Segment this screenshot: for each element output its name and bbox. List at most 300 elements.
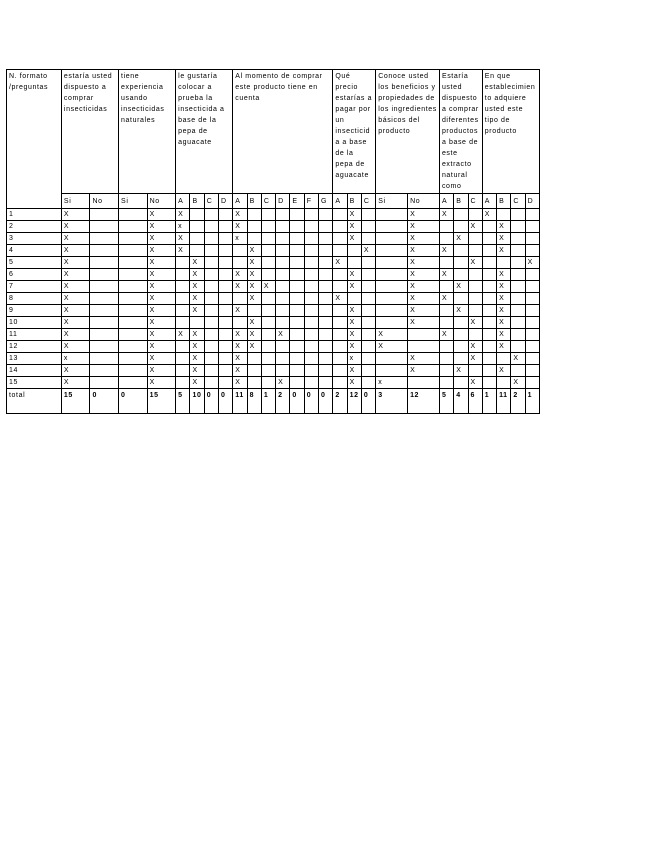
answer-cell: X xyxy=(468,377,482,389)
answer-cell xyxy=(482,377,496,389)
answer-cell: X xyxy=(454,281,468,293)
option-header: C xyxy=(261,194,275,209)
row-label: 15 xyxy=(7,377,62,389)
answer-cell: X xyxy=(147,365,176,377)
answer-cell xyxy=(90,221,119,233)
row-label: 7 xyxy=(7,281,62,293)
table-row xyxy=(7,305,540,317)
row-label: 1 xyxy=(7,209,62,221)
answer-cell xyxy=(318,317,332,329)
answer-cell xyxy=(525,221,539,233)
answer-cell: X xyxy=(333,257,347,269)
answer-cell xyxy=(304,329,318,341)
answer-cell xyxy=(261,305,275,317)
question-header: Estaría usted dispuesto a comprar diferentes productos a base de este extracto natural como xyxy=(439,70,482,194)
answer-cell: X xyxy=(468,257,482,269)
answer-cell xyxy=(482,281,496,293)
answer-cell: X xyxy=(61,305,90,317)
answer-cell xyxy=(347,245,361,257)
total-cell: 2 xyxy=(276,389,290,414)
total-cell: 2 xyxy=(511,389,525,414)
answer-cell xyxy=(347,257,361,269)
answer-cell xyxy=(276,281,290,293)
answer-cell xyxy=(219,209,233,221)
answer-cell xyxy=(290,281,304,293)
answer-cell xyxy=(176,293,190,305)
answer-cell: X xyxy=(147,281,176,293)
answer-cell xyxy=(511,257,525,269)
answer-cell: X xyxy=(147,233,176,245)
answer-cell xyxy=(247,233,261,245)
answer-cell xyxy=(276,269,290,281)
answer-cell xyxy=(333,305,347,317)
answer-cell: X xyxy=(247,257,261,269)
answer-cell: X xyxy=(408,317,440,329)
answer-cell: X xyxy=(61,377,90,389)
answer-cell xyxy=(333,377,347,389)
answer-cell xyxy=(219,353,233,365)
answer-cell xyxy=(525,245,539,257)
option-header-row xyxy=(7,194,540,209)
answer-cell xyxy=(204,305,218,317)
answer-cell xyxy=(482,233,496,245)
answer-cell xyxy=(318,245,332,257)
answer-cell: X xyxy=(454,365,468,377)
answer-cell: X xyxy=(233,209,247,221)
answer-cell xyxy=(304,245,318,257)
answer-cell xyxy=(290,269,304,281)
answer-cell: X xyxy=(497,269,511,281)
answer-cell xyxy=(376,293,408,305)
answer-cell xyxy=(333,269,347,281)
answer-cell: X xyxy=(233,281,247,293)
option-header: C xyxy=(361,194,375,209)
answer-cell xyxy=(290,341,304,353)
option-header: A xyxy=(333,194,347,209)
option-header: B xyxy=(190,194,204,209)
answer-cell xyxy=(318,221,332,233)
answer-cell xyxy=(119,221,148,233)
answer-cell xyxy=(525,377,539,389)
answer-cell xyxy=(318,365,332,377)
answer-cell xyxy=(290,377,304,389)
answer-cell: X xyxy=(190,305,204,317)
answer-cell: X xyxy=(247,329,261,341)
answer-cell xyxy=(119,317,148,329)
answer-cell xyxy=(304,221,318,233)
table-row xyxy=(7,221,540,233)
table-row xyxy=(7,281,540,293)
answer-cell xyxy=(261,317,275,329)
answer-cell xyxy=(511,245,525,257)
answer-cell xyxy=(497,209,511,221)
answer-cell xyxy=(204,317,218,329)
answer-cell xyxy=(376,233,408,245)
answer-cell: X xyxy=(61,341,90,353)
answer-cell xyxy=(276,293,290,305)
answer-cell xyxy=(482,341,496,353)
answer-cell xyxy=(204,245,218,257)
answer-cell: X xyxy=(347,209,361,221)
answer-cell xyxy=(361,281,375,293)
answer-cell xyxy=(439,221,453,233)
answer-cell xyxy=(468,305,482,317)
row-label: 2 xyxy=(7,221,62,233)
answer-cell: X xyxy=(247,281,261,293)
answer-cell xyxy=(318,257,332,269)
answer-cell xyxy=(261,341,275,353)
answer-cell: X xyxy=(61,293,90,305)
total-cell: 5 xyxy=(176,389,190,414)
answer-cell xyxy=(204,365,218,377)
answer-cell: X xyxy=(408,305,440,317)
table-row xyxy=(7,377,540,389)
answer-cell: X xyxy=(147,305,176,317)
total-cell: 12 xyxy=(408,389,440,414)
row-label: 10 xyxy=(7,317,62,329)
answer-cell: X xyxy=(511,377,525,389)
answer-cell xyxy=(276,257,290,269)
answer-cell xyxy=(304,281,318,293)
answer-cell xyxy=(525,317,539,329)
answer-cell xyxy=(290,317,304,329)
answer-cell xyxy=(376,281,408,293)
answer-cell xyxy=(454,221,468,233)
answer-cell xyxy=(525,305,539,317)
total-label: total xyxy=(7,389,62,414)
row-label: 6 xyxy=(7,269,62,281)
answer-cell xyxy=(204,209,218,221)
answer-cell xyxy=(176,353,190,365)
answer-cell: X xyxy=(247,269,261,281)
answer-cell xyxy=(119,341,148,353)
answer-cell xyxy=(482,269,496,281)
total-cell: 8 xyxy=(247,389,261,414)
answer-cell xyxy=(376,317,408,329)
answer-cell xyxy=(119,281,148,293)
answer-cell: X xyxy=(190,293,204,305)
answer-cell: X xyxy=(233,221,247,233)
answer-cell xyxy=(304,257,318,269)
answer-cell xyxy=(119,269,148,281)
table-row xyxy=(7,293,540,305)
answer-cell: X xyxy=(408,257,440,269)
answer-cell xyxy=(276,341,290,353)
answer-cell xyxy=(261,209,275,221)
total-cell: 0 xyxy=(90,389,119,414)
answer-cell xyxy=(439,365,453,377)
answer-cell xyxy=(176,365,190,377)
answer-cell: X xyxy=(147,341,176,353)
answer-cell: X xyxy=(497,329,511,341)
answer-cell xyxy=(90,329,119,341)
answer-cell: X xyxy=(408,209,440,221)
answer-cell xyxy=(90,317,119,329)
question-header: le gustaría colocar a prueba la insecticida a base de la pepa de aguacate xyxy=(176,70,233,194)
answer-cell xyxy=(247,209,261,221)
table-row xyxy=(7,341,540,353)
answer-cell: X xyxy=(347,329,361,341)
answer-cell: X xyxy=(190,257,204,269)
answer-cell: X xyxy=(190,365,204,377)
answer-cell xyxy=(219,245,233,257)
total-cell: 2 xyxy=(333,389,347,414)
answer-cell: X xyxy=(61,365,90,377)
row-label: 4 xyxy=(7,245,62,257)
answer-cell: X xyxy=(276,377,290,389)
answer-cell xyxy=(482,221,496,233)
answer-cell xyxy=(525,293,539,305)
total-cell: 12 xyxy=(347,389,361,414)
answer-cell xyxy=(261,365,275,377)
answer-cell xyxy=(482,245,496,257)
answer-cell xyxy=(119,245,148,257)
question-header: En que establecimiento adquiere usted este tipo de producto xyxy=(482,70,539,194)
answer-cell xyxy=(304,353,318,365)
answer-cell xyxy=(276,245,290,257)
answer-cell xyxy=(318,341,332,353)
total-cell: 6 xyxy=(468,389,482,414)
answer-cell xyxy=(468,245,482,257)
answer-cell xyxy=(318,269,332,281)
answer-cell xyxy=(90,377,119,389)
answer-cell xyxy=(204,269,218,281)
row-label: 5 xyxy=(7,257,62,269)
answer-cell: X xyxy=(147,209,176,221)
answer-cell xyxy=(204,377,218,389)
answer-cell xyxy=(276,221,290,233)
answer-cell xyxy=(276,305,290,317)
answer-cell xyxy=(119,305,148,317)
answer-cell: X xyxy=(147,221,176,233)
option-header: A xyxy=(439,194,453,209)
answer-cell xyxy=(454,377,468,389)
answer-cell: X xyxy=(147,377,176,389)
answer-cell: X xyxy=(439,245,453,257)
answer-cell xyxy=(525,209,539,221)
answer-cell xyxy=(276,365,290,377)
answer-cell xyxy=(454,209,468,221)
answer-cell xyxy=(361,305,375,317)
answer-cell xyxy=(376,305,408,317)
answer-cell xyxy=(439,305,453,317)
answer-cell xyxy=(511,317,525,329)
answer-cell: X xyxy=(454,233,468,245)
answer-cell xyxy=(304,209,318,221)
total-cell: 0 xyxy=(304,389,318,414)
answer-cell xyxy=(408,329,440,341)
option-header: Si xyxy=(376,194,408,209)
answer-cell xyxy=(333,209,347,221)
answer-cell: x xyxy=(233,233,247,245)
answer-cell xyxy=(261,257,275,269)
answer-cell xyxy=(247,365,261,377)
answer-cell xyxy=(439,317,453,329)
answer-cell: X xyxy=(147,317,176,329)
answer-cell xyxy=(204,329,218,341)
answer-cell xyxy=(497,353,511,365)
total-cell: 1 xyxy=(482,389,496,414)
answer-cell xyxy=(204,281,218,293)
answer-cell xyxy=(318,305,332,317)
answer-cell: X xyxy=(439,329,453,341)
question-header: Al momento de comprar este producto tiene en cuenta xyxy=(233,70,333,194)
question-header-row xyxy=(7,70,540,194)
answer-cell xyxy=(233,293,247,305)
answer-cell xyxy=(261,245,275,257)
answer-cell xyxy=(247,353,261,365)
answer-cell xyxy=(219,221,233,233)
answer-cell xyxy=(333,341,347,353)
table-row xyxy=(7,329,540,341)
answer-cell: X xyxy=(497,365,511,377)
answer-cell xyxy=(176,305,190,317)
answer-cell: X xyxy=(408,245,440,257)
answer-cell: X xyxy=(233,269,247,281)
answer-cell: X xyxy=(247,245,261,257)
answer-cell xyxy=(90,257,119,269)
answer-cell: x xyxy=(376,377,408,389)
answer-cell xyxy=(361,233,375,245)
answer-cell xyxy=(454,245,468,257)
row-label: 11 xyxy=(7,329,62,341)
answer-cell xyxy=(219,257,233,269)
option-header: A xyxy=(233,194,247,209)
answer-cell xyxy=(454,341,468,353)
answer-cell xyxy=(190,233,204,245)
answer-cell xyxy=(468,281,482,293)
answer-cell: X xyxy=(347,305,361,317)
answer-cell: X xyxy=(61,281,90,293)
answer-cell: X xyxy=(347,341,361,353)
answer-cell xyxy=(176,341,190,353)
answer-cell: X xyxy=(468,341,482,353)
total-cell: 15 xyxy=(61,389,90,414)
answer-cell: X xyxy=(233,377,247,389)
answer-cell: X xyxy=(497,245,511,257)
answer-cell xyxy=(511,305,525,317)
answer-cell xyxy=(361,353,375,365)
answer-cell xyxy=(454,353,468,365)
answer-cell: X xyxy=(176,245,190,257)
option-header: No xyxy=(90,194,119,209)
answer-cell xyxy=(454,329,468,341)
table-row xyxy=(7,257,540,269)
answer-cell xyxy=(304,233,318,245)
answer-cell xyxy=(525,341,539,353)
answer-cell: X xyxy=(190,281,204,293)
answer-cell: X xyxy=(247,341,261,353)
answer-cell xyxy=(361,257,375,269)
answer-cell: X xyxy=(439,293,453,305)
total-row xyxy=(7,389,540,414)
answer-cell: X xyxy=(176,233,190,245)
answer-cell xyxy=(276,233,290,245)
answer-cell: X xyxy=(61,329,90,341)
answer-cell: X xyxy=(482,209,496,221)
answer-cell xyxy=(119,377,148,389)
answer-cell xyxy=(190,245,204,257)
answer-cell: X xyxy=(233,329,247,341)
answer-cell: X xyxy=(147,329,176,341)
option-header: B xyxy=(347,194,361,209)
option-header: B xyxy=(497,194,511,209)
answer-cell xyxy=(290,257,304,269)
answer-cell: x xyxy=(61,353,90,365)
answer-cell xyxy=(525,329,539,341)
answer-cell xyxy=(219,365,233,377)
row-label: 14 xyxy=(7,365,62,377)
answer-cell xyxy=(408,377,440,389)
answer-cell xyxy=(376,245,408,257)
answer-cell xyxy=(525,365,539,377)
answer-cell xyxy=(511,281,525,293)
answer-cell xyxy=(219,281,233,293)
answer-cell xyxy=(525,233,539,245)
answer-cell: X xyxy=(61,257,90,269)
answer-cell xyxy=(247,305,261,317)
answer-cell xyxy=(482,305,496,317)
answer-cell xyxy=(119,233,148,245)
answer-cell: X xyxy=(261,281,275,293)
answer-cell: X xyxy=(376,329,408,341)
answer-cell xyxy=(511,221,525,233)
answer-cell: X xyxy=(233,365,247,377)
answer-cell: X xyxy=(147,353,176,365)
answer-cell xyxy=(361,209,375,221)
answer-cell: X xyxy=(511,353,525,365)
answer-cell: X xyxy=(497,233,511,245)
answer-cell xyxy=(468,269,482,281)
answer-cell xyxy=(511,365,525,377)
answer-cell xyxy=(290,293,304,305)
answer-cell xyxy=(304,341,318,353)
answer-cell xyxy=(511,329,525,341)
answer-cell: X xyxy=(147,257,176,269)
answer-cell xyxy=(290,245,304,257)
answer-cell xyxy=(511,233,525,245)
answer-cell xyxy=(376,257,408,269)
answer-cell xyxy=(219,377,233,389)
table-row xyxy=(7,365,540,377)
answer-cell xyxy=(276,209,290,221)
answer-cell: X xyxy=(276,329,290,341)
answer-cell: X xyxy=(408,221,440,233)
option-header: C xyxy=(511,194,525,209)
answer-cell xyxy=(376,365,408,377)
option-header: A xyxy=(482,194,496,209)
answer-cell: X xyxy=(497,341,511,353)
answer-cell: X xyxy=(233,353,247,365)
answer-cell: X xyxy=(190,377,204,389)
answer-cell xyxy=(176,269,190,281)
total-cell: 0 xyxy=(119,389,148,414)
answer-cell xyxy=(90,353,119,365)
answer-cell xyxy=(347,293,361,305)
answer-cell xyxy=(439,341,453,353)
answer-cell xyxy=(290,221,304,233)
answer-cell xyxy=(219,269,233,281)
option-header: No xyxy=(408,194,440,209)
answer-cell xyxy=(333,317,347,329)
answer-cell xyxy=(261,221,275,233)
answer-cell xyxy=(119,209,148,221)
answer-cell xyxy=(290,365,304,377)
answer-cell: X xyxy=(176,329,190,341)
answer-cell: X xyxy=(61,317,90,329)
answer-cell xyxy=(119,365,148,377)
answer-cell xyxy=(468,329,482,341)
